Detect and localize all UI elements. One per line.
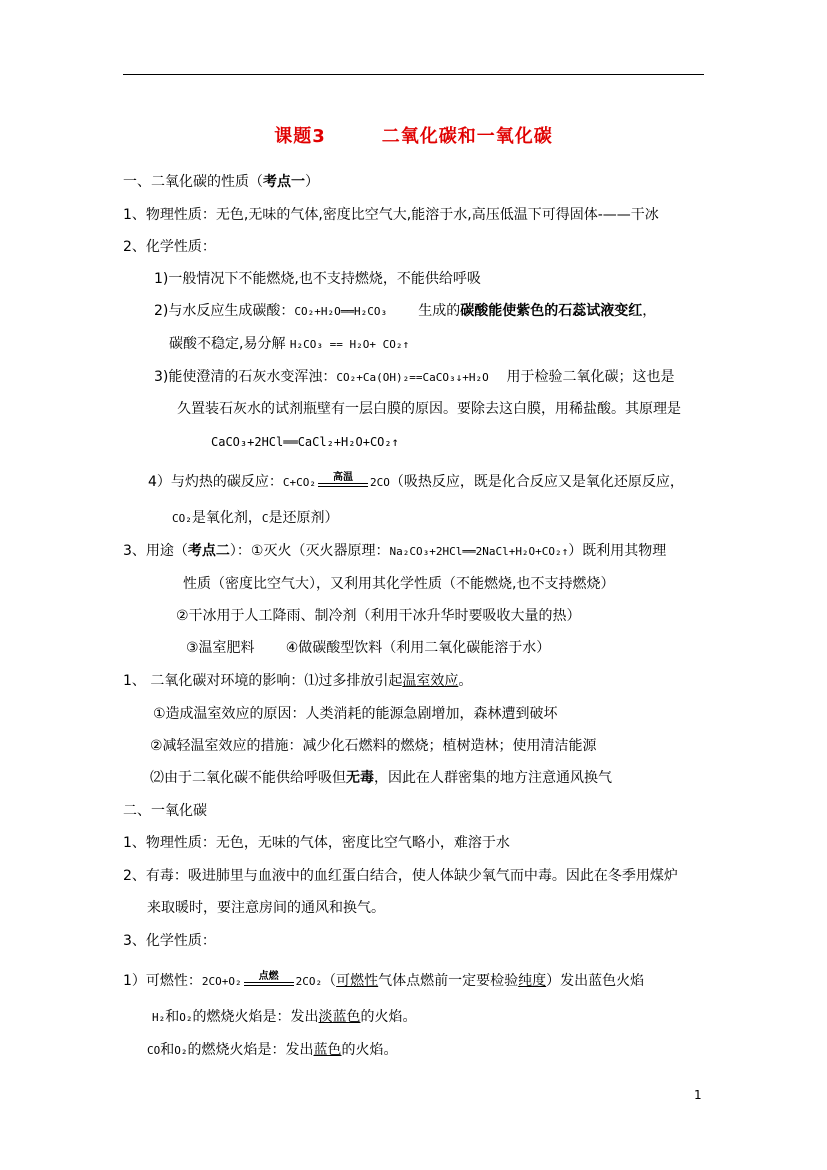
chem-property-4b: CO₂是氧化剂，C是还原剂） [172, 510, 339, 526]
co2-uses-b: 性质（密度比空气大），又利用其化学性质（不能燃烧,也不支持燃烧） [183, 576, 615, 592]
co2-use-greenhouse-soda: ③温室肥料 ④做碳酸型饮料（利用二氧化碳能溶于水） [186, 640, 551, 656]
formula-decomposition: H₂CO₃ == H₂O+ CO₂↑ [289, 338, 410, 351]
greenhouse-measures: ②减轻温室效应的措施：减少化石燃料的燃烧；植树造林；使用清洁能源 [150, 738, 597, 754]
co-flame-note: CO和O₂的燃烧火焰是：发出蓝色的火焰。 [147, 1042, 398, 1058]
co2-physical-properties: 1、物理性质：无色,无味的气体,密度比空气大,能溶于水,高压低温下可得固体-——干冰 [123, 207, 659, 223]
formula-carbonic-acid: CO₂+H₂O══H₂CO₃ [294, 305, 388, 318]
reaction-arrow-ignite: 点燃 [242, 971, 296, 991]
greenhouse-cause: ①造成温室效应的原因：人类消耗的能源急剧增加，森林遭到破坏 [153, 706, 558, 722]
formula-limewater: CO₂+Ca(OH)₂==CaCO₃↓+H₂O [336, 371, 489, 384]
co-toxicity-b: 来取暖时，要注意房间的通风和换气。 [147, 900, 385, 916]
formula-hcl-reaction: CaCO₃+2HCl══CaCl₂+H₂O+CO₂↑ [211, 435, 399, 449]
page-number: 1 [694, 1088, 702, 1102]
formula-extinguisher: Na₂CO₃+2HCl══2NaCl+H₂O+CO₂↑ [389, 545, 569, 558]
co-flammability: 1）可燃性：2CO+O₂ 点燃 2CO₂（可燃性气体点燃前一定要检验纯度）发出蓝色火焰 [123, 971, 645, 989]
page-title: 课题3 二氧化碳和一氧化碳 [274, 126, 553, 147]
chem-property-3: 3)能使澄清的石灰水变浑浊：CO₂+Ca(OH)₂==CaCO₃↓+H₂O 用于检验二氧化碳；这也是 [154, 369, 675, 385]
co-physical-properties: 1、物理性质：无色，无味的气体，密度比空气略小，难溶于水 [123, 835, 510, 851]
h2-flame-note: H₂和O₂的燃烧火焰是：发出淡蓝色的火焰。 [152, 1009, 417, 1025]
co2-use-dry-ice: ②干冰用于人工降雨、制冷剂（利用干冰升华时要吸收大量的热） [176, 608, 581, 624]
co2-uses: 3、用途（考点二）：①灭火（灭火器原理：Na₂CO₃+2HCl══2NaCl+H₂O+CO₂↑）既利用其物理 [123, 543, 667, 559]
chem-property-2b: 碳酸不稳定,易分解 H₂CO₃ == H₂O+ CO₂↑ [169, 336, 410, 352]
section-2-heading: 二、一氧化碳 [123, 803, 207, 819]
chem-property-4: 4）与灼热的碳反应：C+CO₂ 高温 2CO（吸热反应，既是化合反应又是氧化还原反应， [148, 472, 684, 490]
co2-ventilation-note: ⑵由于二氧化碳不能供给呼吸但无毒，因此在人群密集的地方注意通风换气 [150, 770, 612, 786]
section-1-heading: 一、二氧化碳的性质（考点一） [123, 174, 319, 190]
co-chemical-properties-heading: 3、化学性质： [123, 933, 216, 949]
chem-property-3b: 久置装石灰水的试剂瓶壁有一层白膜的原因。要除去这白膜，用稀盐酸。其原理是 [177, 401, 681, 417]
reaction-arrow: 高温 [316, 472, 370, 492]
environment-impact: 1、 二氧化碳对环境的影响：⑴过多排放引起温室效应。 [123, 673, 473, 689]
co-toxicity: 2、有毒：吸进肺里与血液中的血红蛋白结合，使人体缺少氧气而中毒。因此在冬季用煤炉 [123, 868, 678, 884]
chem-property-2: 2)与水反应生成碳酸：CO₂+H₂O══H₂CO₃ 生成的碳酸能使紫色的石蕊试液变红， [154, 303, 657, 319]
header-rule [123, 74, 704, 75]
co2-chemical-properties-heading: 2、化学性质： [123, 239, 216, 255]
chem-property-1: 1)一般情况下不能燃烧,也不支持燃烧，不能供给呼吸 [154, 271, 481, 287]
